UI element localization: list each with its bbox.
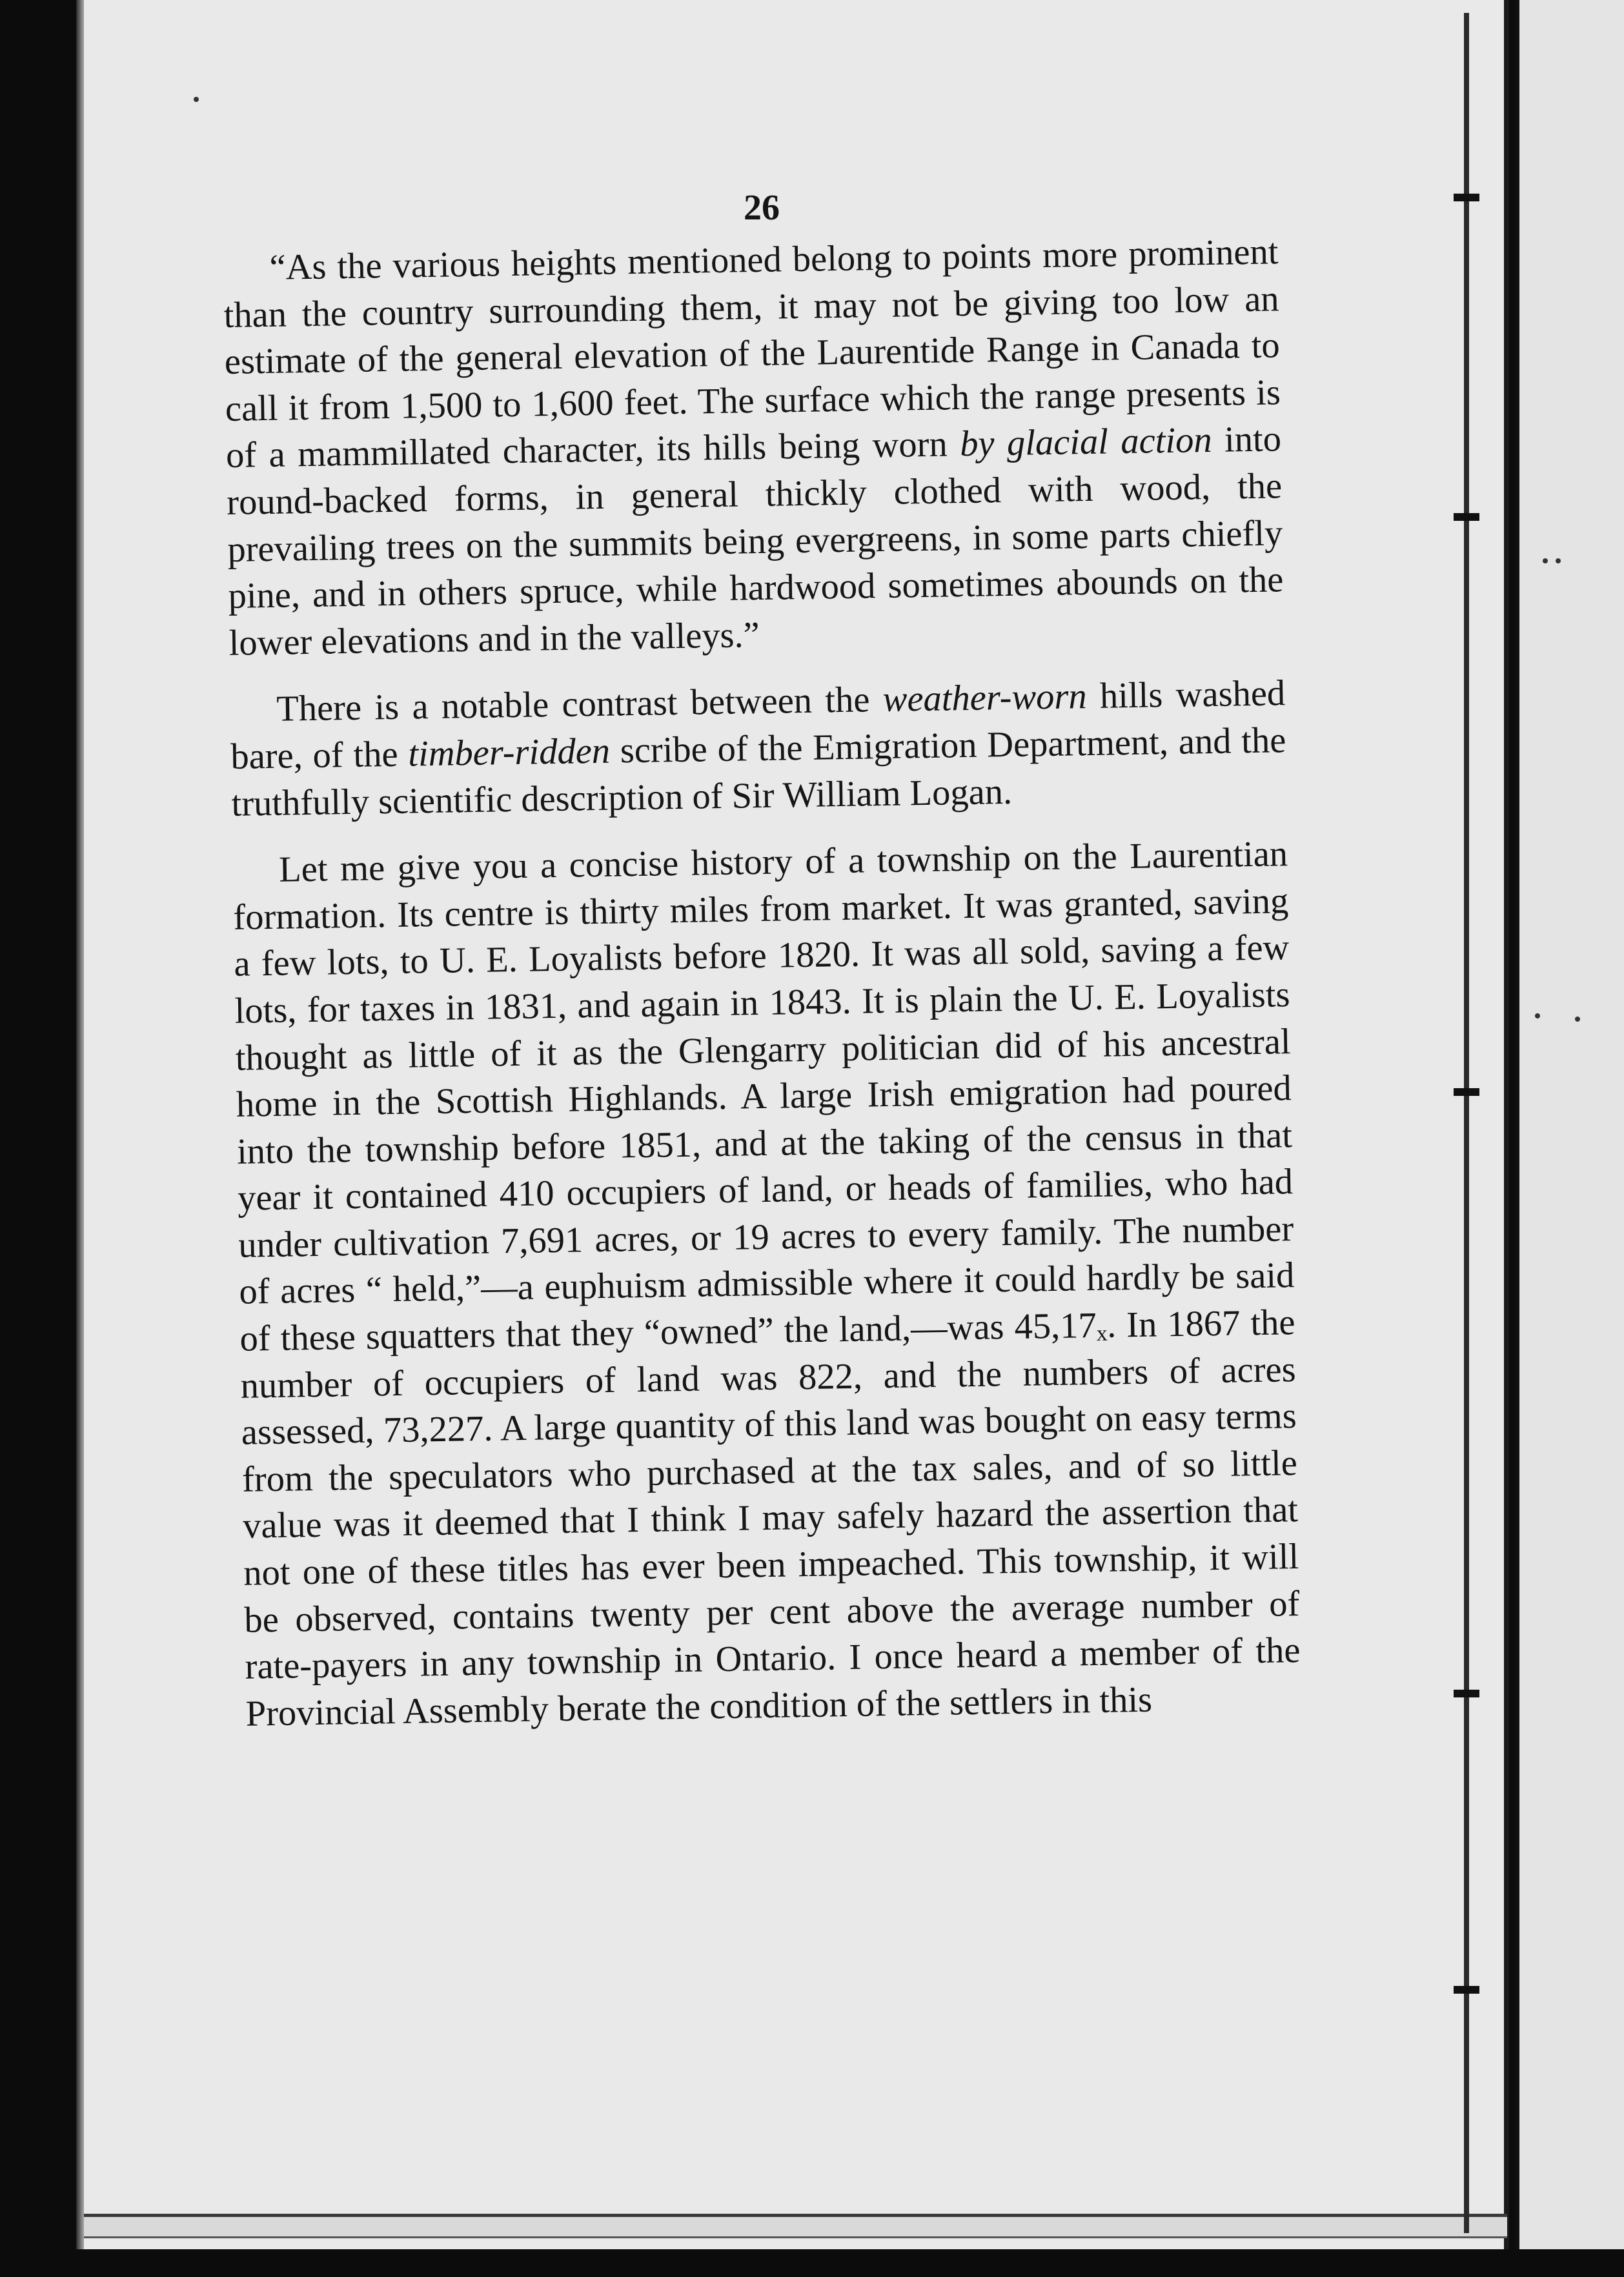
ink-speck xyxy=(1575,1017,1580,1022)
page-bottom-edge xyxy=(84,2214,1507,2238)
ink-speck xyxy=(1556,558,1561,563)
page-number: 26 xyxy=(744,188,780,228)
gutter-mark xyxy=(1454,513,1479,521)
italic-phrase: timber-ridden xyxy=(407,731,611,774)
text-run: into round-backed forms, in general thickly clothed with wood, the prevailing trees on the summits being evergreens, in some parts chiefly pine, and in others spruce, while hardwood sometimes abounds on the lower elevations and in the valleys.” xyxy=(226,419,1284,663)
text-run: Let me give you a concise history of a township on the Laurentian formation. Its centre is thirty miles from market. It was granted, saving a few lots, to U. E. Loyalists before 1820. It was all sold, saving a few lots, for taxes in 1831, and again in 1843. It is plain the U. E. Loyalists thought as little of it as the Glengarry politician did of his ancestral home in the Scottish Highlands. A large Irish emigration had poured into the township before 1851, and at the taking of the census in that year it contained 410 occupiers of land, or heads of families, who had under cultivation 7,691 acres, or 19 acres to every family. The number of acres “ held,”—a euphuism admissible where it could hardly be said of these squatters that they “owned” the land,—was 45,17ₓ. In 1867 the number of occupiers of land was 822, and the numbers of acres assessed, 73,227. A large quantity of this land was bought on easy terms from the speculators who purchased at the tax sales, and of so little value was it deemed that I think I may safely hazard the assertion that not one of these titles has ever been impeached. This township, it will be observed, contains twenty per cent above the average number of rate-payers in any township in Ontario. I once heard a member of the Provincial Assembly berate the condition of the settlers in this xyxy=(232,834,1301,1734)
text-run: There is a notable contrast between the xyxy=(276,680,884,730)
text-run: “As the various heights mentioned belong to points more prominent than the country surrounding them, it may not be giving too low an estimate of the general elevation of the Laurentide Range in Canada to call it from 1,500 to 1,600 feet. The surface which the range presents is of a mammillated character, its hills being worn xyxy=(223,232,1281,476)
text-run: scribe of the Emigration Department, and the truthfully scientific description of Sir William Logan. xyxy=(231,720,1286,824)
binding-gutter-line xyxy=(1464,13,1469,2233)
text-run: hills washed bare, of the xyxy=(230,673,1286,777)
ink-speck xyxy=(194,97,199,102)
gutter-mark xyxy=(1454,1986,1479,1994)
italic-phrase: weather-worn xyxy=(882,676,1088,720)
paragraph-township-history xyxy=(232,831,1301,1737)
facing-page-edge xyxy=(1516,0,1624,2249)
gutter-mark xyxy=(1454,1088,1479,1096)
gutter-mark xyxy=(1454,1690,1479,1697)
ink-speck xyxy=(1535,1013,1540,1018)
ink-speck xyxy=(1543,558,1548,563)
paragraph-quotation xyxy=(223,228,1284,667)
gutter-mark xyxy=(1454,194,1479,201)
italic-phrase: by glacial action xyxy=(959,420,1213,465)
body-text xyxy=(223,228,1302,1757)
paragraph-contrast xyxy=(230,671,1287,827)
